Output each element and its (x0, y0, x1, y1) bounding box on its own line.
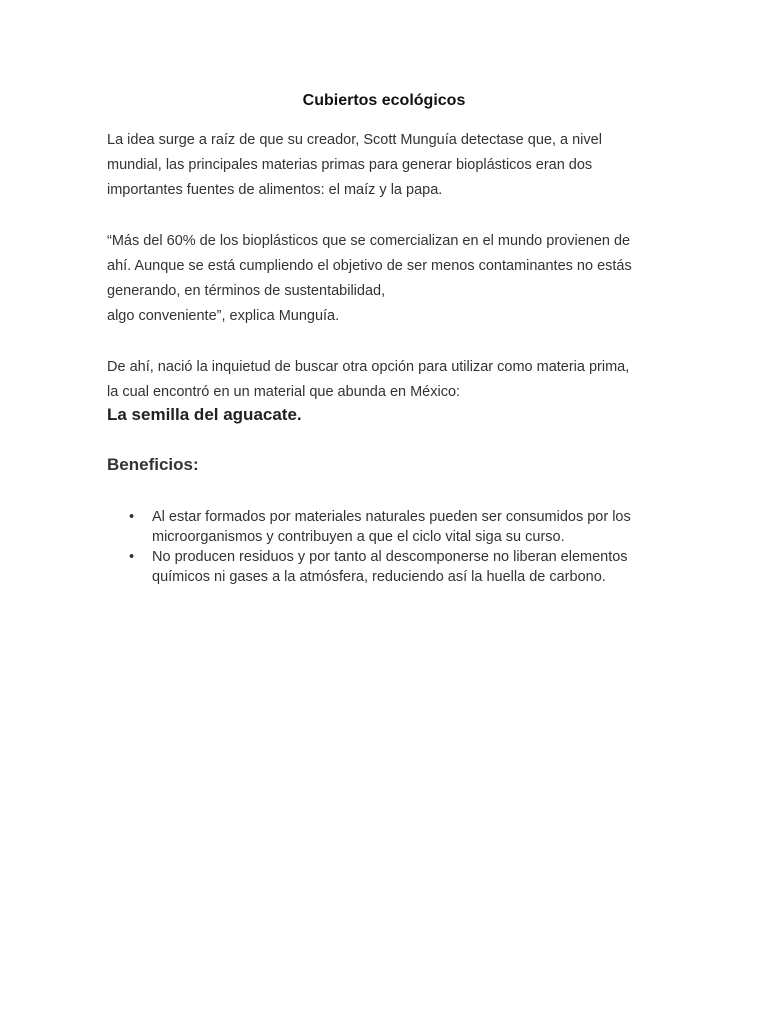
list-item-line: microorganismos y contribuyen a que el ciclo vital siga su curso. (152, 529, 565, 545)
paragraph-line: generando, en términos de sustentabilidad, (107, 283, 386, 299)
paragraph-line: La idea surge a raíz de que su creador, Scott Munguía detectase que, a nivel (107, 132, 602, 148)
list-item (107, 507, 667, 547)
paragraph-line: De ahí, nació la inquietud de buscar otra opción para utilizar como materia prima, (107, 359, 630, 375)
list-item (107, 547, 667, 587)
paragraph-line: la cual encontró en un material que abunda en México: (107, 384, 461, 400)
benefits-heading: Beneficios: (107, 455, 199, 474)
paragraph-line: importantes fuentes de alimentos: el maíz y la papa. (107, 182, 443, 198)
bullet-icon: • (129, 549, 135, 565)
paragraph-line: algo conveniente”, explica Munguía. (107, 308, 340, 324)
list-item-line: Al estar formados por materiales naturales pueden ser consumidos por los (152, 509, 631, 525)
paragraph-quote (107, 229, 667, 329)
paragraph-line: “Más del 60% de los bioplásticos que se comercializan en el mundo provienen de (107, 233, 631, 249)
paragraph-idea (107, 355, 667, 405)
list-item-line: No producen residuos y por tanto al descomponerse no liberan elementos (152, 549, 628, 565)
paragraph-origin (107, 128, 667, 203)
paragraph-line: mundial, las principales materias primas para generar bioplásticos eran dos (107, 157, 593, 173)
benefits-list (107, 507, 667, 587)
highlight-statement: La semilla del aguacate. (107, 405, 302, 424)
bullet-icon: • (129, 509, 135, 525)
document-title: Cubiertos ecológicos (302, 92, 466, 109)
list-item-line: químicos ni gases a la atmósfera, reduciendo así la huella de carbono. (152, 569, 606, 585)
paragraph-line: ahí. Aunque se está cumpliendo el objetivo de ser menos contaminantes no estás (107, 258, 632, 274)
